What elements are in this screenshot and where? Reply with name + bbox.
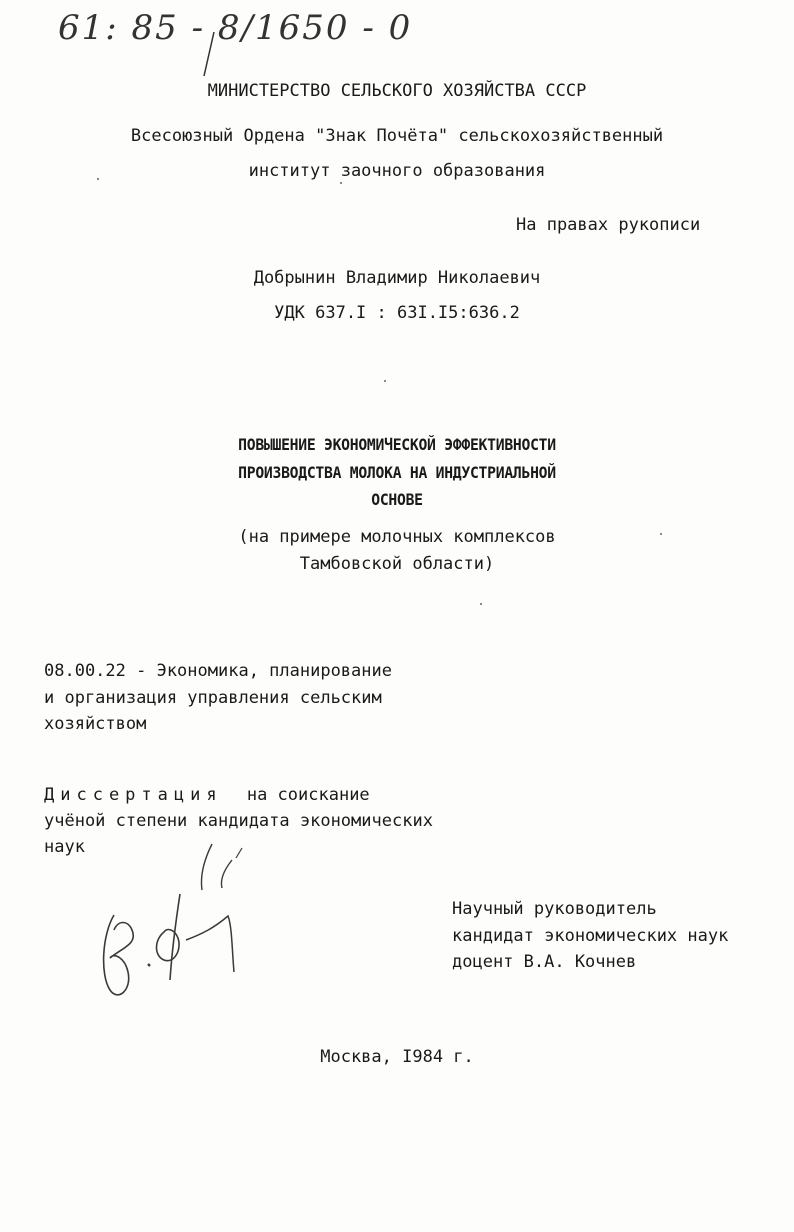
title-line-2: ПРОИЗВОДСТВА МОЛОКА НА ИНДУСТРИАЛЬНОЙ: [238, 463, 556, 482]
specialty-line-2: и организация управления сельским: [44, 688, 382, 708]
title-line-1: ПОВЫШЕНИЕ ЭКОНОМИЧЕСКОЙ ЭФФЕКТИВНОСТИ: [238, 435, 556, 454]
dissertation-purpose: на соискание: [246, 785, 370, 805]
subtitle-line-1: (на примере молочных комплексов: [238, 527, 556, 547]
dissertation-word: Диссертация: [44, 785, 223, 805]
specialty-line-3: хозяйством: [44, 714, 147, 734]
ministry-heading: МИНИСТЕРСТВО СЕЛЬСКОГО ХОЗЯЙСТВА СССР: [207, 81, 587, 101]
dissertation-line-1: [44, 784, 370, 806]
author-name: Добрынин Владимир Николаевич: [253, 268, 541, 288]
handwritten-signature: [92, 840, 272, 1010]
institute-line-2: институт заочного образования: [248, 161, 546, 181]
supervisor-line-2: кандидат экономических наук: [452, 926, 729, 946]
paper-speck: [340, 182, 342, 184]
city-year: Москва, I984 г.: [320, 1047, 474, 1067]
subtitle-line-2: Тамбовской области): [299, 554, 495, 574]
title-line-3: ОСНОВЕ: [371, 490, 423, 509]
manuscript-rights: На правах рукописи: [516, 215, 701, 235]
paper-speck: [97, 178, 99, 180]
supervisor-line-1: Научный руководитель: [452, 899, 657, 919]
paper-speck: [480, 603, 482, 605]
paper-speck: [660, 533, 662, 535]
institute-line-1: Всесоюзный Ордена "Знак Почёта" сельскохозяйственный: [130, 126, 664, 146]
supervisor-line-3: доцент В.А. Кочнев: [452, 952, 637, 972]
udc-code: УДК 637.I : 63I.I5:636.2: [274, 303, 520, 323]
dissertation-line-3: наук: [44, 837, 85, 857]
catalog-number-slash: [200, 30, 220, 78]
handwritten-catalog-number: 61: 85 - 8/1650 - 0: [58, 8, 413, 48]
specialty-line-1: 08.00.22 - Экономика, планирование: [44, 661, 392, 681]
dissertation-line-2: учёной степени кандидата экономических: [44, 811, 433, 831]
paper-speck: [384, 380, 386, 382]
